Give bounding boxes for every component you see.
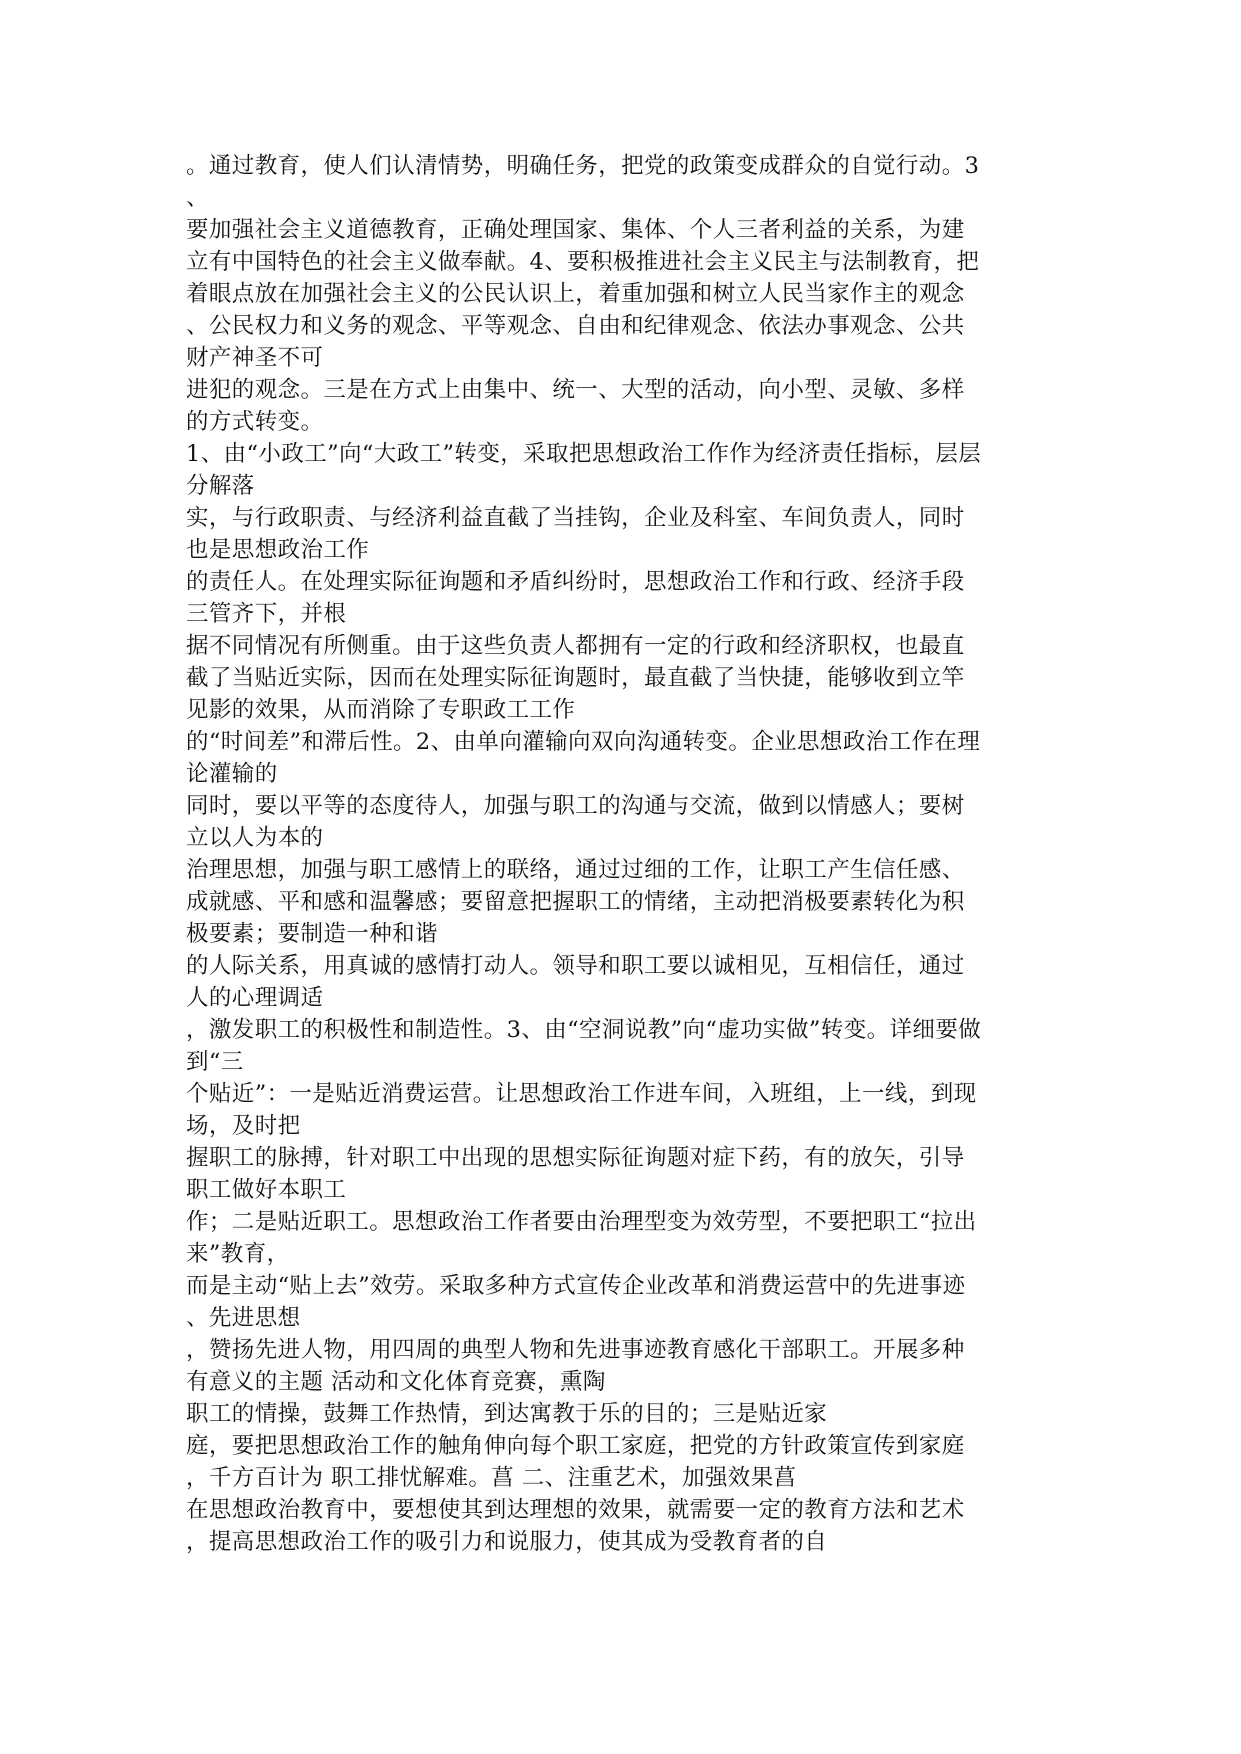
text-line: 职工的情操，鼓舞工作热情，到达寓教于乐的目的；三是贴近家 [186, 1401, 828, 1427]
text-line: 也是思想政治工作 [186, 537, 370, 563]
text-line: 的人际关系，用真诚的感情打动人。领导和职工要以诚相见，互相信任，通过 [186, 953, 965, 979]
text-line: 极要素；要制造一种和谐 [186, 921, 438, 947]
text-line: 职工做好本职工 [186, 1177, 347, 1203]
text-line: 庭，要把思想政治工作的触角伸向每个职工家庭，把党的方针政策宣传到家庭 [186, 1433, 965, 1459]
text-line: 到“三 [186, 1049, 244, 1075]
text-line: 个贴近”：一是贴近消费运营。让思想政治工作进车间，入班组，上一线，到现 [186, 1081, 977, 1107]
text-line: 作；二是贴近职工。思想政治工作者要由治理型变为效劳型，不要把职工“拉出 [186, 1209, 977, 1235]
text-line: 截了当贴近实际，因而在处理实际征询题时，最直截了当快捷，能够收到立竿 [186, 665, 965, 691]
text-line: 立以人为本的 [186, 825, 324, 851]
text-line: 人的心理调适 [186, 985, 324, 1011]
text-line: ，赞扬先进人物，用四周的典型人物和先进事迹教育感化干部职工。开展多种 [186, 1337, 965, 1363]
text-line: 据不同情况有所侧重。由于这些负责人都拥有一定的行政和经济职权，也最直 [186, 633, 965, 659]
text-line: 见影的效果，从而消除了专职政工工作 [186, 697, 576, 723]
text-line: 的责任人。在处理实际征询题和矛盾纠纷时，思想政治工作和行政、经济手段 [186, 569, 965, 595]
text-line: ，激发职工的积极性和制造性。3、由“空洞说教”向“虚功实做”转变。详细要做 [186, 1017, 982, 1043]
text-line: ，提高思想政治工作的吸引力和说服力，使其成为受教育者的自 [186, 1529, 828, 1555]
text-line: 、先进思想 [186, 1305, 301, 1331]
text-line: 有意义的主题 活动和文化体育竞赛，熏陶 [186, 1369, 606, 1395]
text-line: 成就感、平和感和温馨感；要留意把握职工的情绪，主动把消极要素转化为积 [186, 889, 965, 915]
text-line: 三管齐下，并根 [186, 601, 347, 627]
text-line: 而是主动“贴上去”效劳。采取多种方式宣传企业改革和消费运营中的先进事迹 [186, 1273, 966, 1299]
text-line: 在思想政治教育中，要想使其到达理想的效果，就需要一定的教育方法和艺术 [186, 1497, 965, 1523]
text-line: 、公民权力和义务的观念、平等观念、自由和纪律观念、依法办事观念、公共 [186, 313, 965, 339]
text-line: 的方式转变。 [186, 409, 324, 435]
text-line: 财产神圣不可 [186, 345, 324, 371]
text-line: 立有中国特色的社会主义做奉献。4、要积极推进社会主义民主与法制教育，把 [186, 249, 980, 275]
text-line: 进犯的观念。三是在方式上由集中、统一、大型的活动，向小型、灵敏、多样 [186, 377, 965, 403]
text-line: 握职工的脉搏，针对职工中出现的思想实际征询题对症下药，有的放矢，引导 [186, 1145, 965, 1171]
body-text [186, 150, 1066, 1558]
text-line: 。通过教育，使人们认清情势，明确任务，把党的政策变成群众的自觉行动。3 [186, 153, 980, 179]
text-line: 、 [186, 185, 209, 211]
text-line: 论灌输的 [186, 761, 278, 787]
text-line: 着眼点放在加强社会主义的公民认识上，着重加强和树立人民当家作主的观念 [186, 281, 965, 307]
text-line: 同时，要以平等的态度待人，加强与职工的沟通与交流，做到以情感人；要树 [186, 793, 965, 819]
text-line: 来”教育， [186, 1241, 290, 1267]
text-line: 实，与行政职责、与经济利益直截了当挂钩，企业及科室、车间负责人，同时 [186, 505, 965, 531]
text-line: ，千方百计为 职工排忧解难。菖 二、注重艺术，加强效果菖 [186, 1465, 797, 1491]
text-line: 的“时间差”和滞后性。2、由单向灌输向双向沟通转变。企业思想政治工作在理 [186, 729, 981, 755]
text-line: 分解落 [186, 473, 255, 499]
text-line: 1、由“小政工”向“大政工”转变，采取把思想政治工作作为经济责任指标，层层 [186, 441, 982, 467]
text-line: 场，及时把 [186, 1113, 301, 1139]
text-line: 治理思想，加强与职工感情上的联络，通过过细的工作，让职工产生信任感、 [186, 857, 965, 883]
text-line: 要加强社会主义道德教育，正确处理国家、集体、个人三者利益的关系，为建 [186, 217, 965, 243]
